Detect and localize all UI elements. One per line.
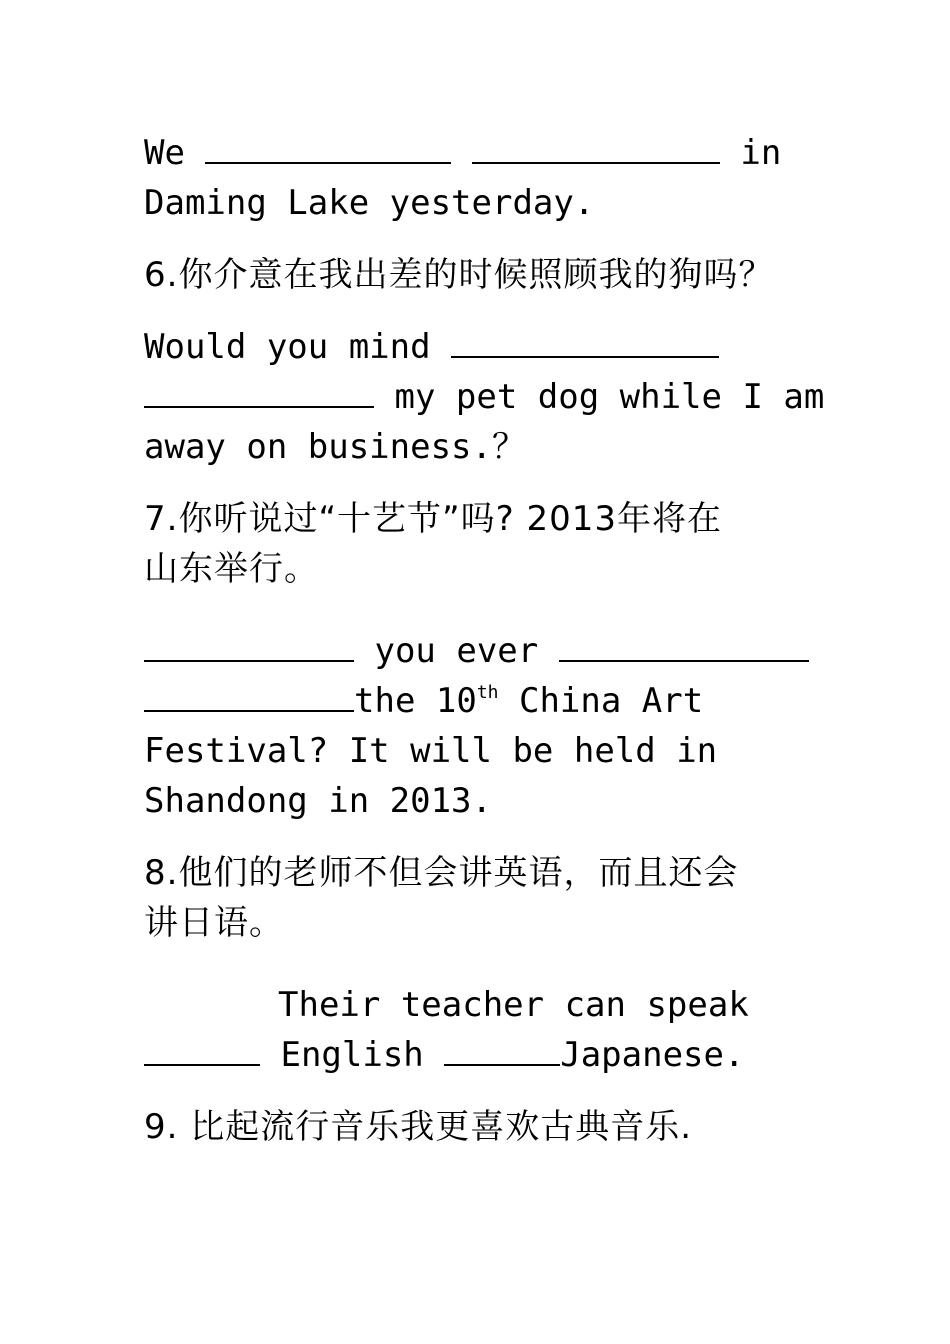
item6-question: 6.你介意在我出差的时候照顾我的狗吗？ (144, 255, 774, 295)
item8-answer-line2: English Japanese. (144, 1030, 844, 1080)
item8-blank-1[interactable] (144, 1030, 260, 1066)
item7-answer-line3: Festival? It will be held in (144, 731, 718, 771)
item6-answer-line3: away on business.？ (144, 427, 526, 467)
item6-blank-1[interactable] (451, 322, 719, 358)
item8-question-line1: 8.他们的老师不但会讲英语，而且还会 (144, 853, 739, 893)
item5-answer-line1 (144, 128, 844, 178)
item5-blank-2[interactable] (472, 128, 720, 164)
item7-question-line2: 山东举行。 (144, 549, 319, 589)
item7-blank-3[interactable] (144, 676, 354, 712)
item8-blank-2[interactable] (444, 1030, 560, 1066)
item7-question-line1: 7.你听说过“十艺节”吗? 2013年将在 (144, 499, 723, 539)
document-page (144, 128, 844, 1152)
item6-answer-line2: my pet dog while I am (144, 372, 844, 422)
item7-blank-1[interactable] (144, 626, 354, 662)
item7-answer-line1: you ever (144, 626, 844, 676)
item8-question-line2: 讲日语。 (144, 903, 284, 943)
item7-answer-line4: Shandong in 2013. (144, 781, 492, 821)
item6-blank-2[interactable] (144, 372, 374, 408)
item8-answer-line1: Their teacher can speak (278, 985, 749, 1025)
item7-blank-2[interactable] (559, 626, 809, 662)
item5-text-in: in (719, 133, 782, 173)
item7-answer-line2: the 10th China Art (144, 676, 844, 726)
item5-answer-line2: Daming Lake yesterday. (144, 183, 595, 223)
item5-blank-1[interactable] (205, 128, 451, 164)
item6-answer-line1: Would you mind (144, 322, 844, 372)
item9-question: 9. 比起流行音乐我更喜欢古典音乐. (144, 1107, 693, 1147)
item5-text-we: We (144, 133, 206, 173)
